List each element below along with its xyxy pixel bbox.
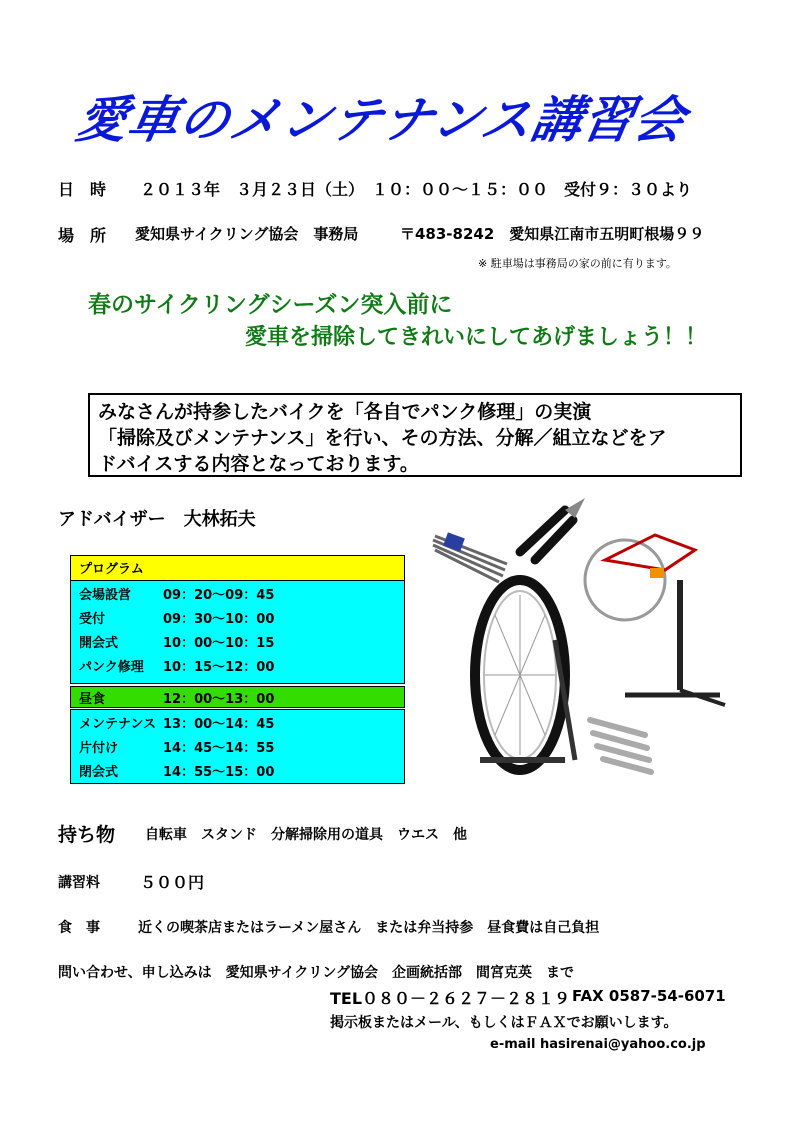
- parking-note: ※ 駐車場は事務局の家の前に有ります。: [478, 257, 677, 270]
- contact-email: e-mail hasirenai@yahoo.co.jp: [490, 1037, 706, 1052]
- cable-cutter-icon: [520, 498, 585, 560]
- adviser: アドバイザー 大林拓夫: [58, 509, 256, 530]
- date-label: 日 時: [58, 180, 107, 199]
- program-item-time: 13：00～14：45: [163, 717, 275, 732]
- place-value: 愛知県サイクリング協会 事務局: [135, 225, 359, 243]
- description-box: [88, 393, 742, 477]
- hex-key-icon: [433, 532, 507, 582]
- headline-line2: 愛車を掃除してきれいにしてあげましょう！！: [245, 325, 708, 350]
- program-item-name: 片付け: [79, 741, 119, 756]
- belongings-value: 自転車 スタンド 分解掃除用の道具 ウエス 他: [145, 827, 467, 843]
- contact-fax: FAX 0587-54-6071: [572, 987, 726, 1005]
- program-item-name: 閉会式: [79, 765, 119, 780]
- contact-line: 問い合わせ、申し込みは 愛知県サイクリング協会 企画統括部 間宮克英 まで: [58, 965, 575, 981]
- program-item-time: 10：15～12：00: [163, 660, 275, 675]
- program-item-time: 14：45～14：55: [163, 741, 275, 756]
- date-value: ２０１３年 ３月２３日（土） １０：００～１５：００ 受付９：３０より: [140, 180, 693, 199]
- description-line: みなさんが持参したバイクを「各自でパンク修理」の実演: [98, 401, 592, 423]
- program-item-name: 開会式: [79, 636, 119, 651]
- headline-line1: 春のサイクリングシーズン突入前に: [88, 292, 453, 318]
- description-line: ドバイスする内容となっております。: [98, 453, 419, 475]
- contact-note: 掲示板またはメール、もしくはＦＡＸでお願いします。: [330, 1015, 678, 1031]
- program-item-name: 昼食: [79, 692, 106, 707]
- fee-value: ５００円: [140, 873, 205, 892]
- program-item-time: 12：00～13：00: [163, 692, 275, 707]
- fee-label: 講習料: [58, 875, 100, 891]
- program-item-time: 14：55～15：00: [163, 765, 275, 780]
- meal-value: 近くの喫茶店またはラーメン屋さん または弁当持参 昼食費は自己負担: [138, 920, 600, 936]
- bike-tools-illustration: [425, 490, 745, 790]
- program-item-name: メンテナンス: [79, 717, 156, 732]
- program-item-name: 会場設営: [79, 588, 132, 603]
- program-item-time: 09：20～09：45: [163, 588, 275, 603]
- meal-label: 食 事: [58, 920, 100, 936]
- program-block-afternoon: [70, 709, 405, 784]
- belongings-label: 持ち物: [58, 824, 116, 846]
- program-item-name: パンク修理: [79, 660, 144, 675]
- program-header: [70, 555, 405, 581]
- place-address: 〒483-8242 愛知県江南市五明町根場９９: [400, 225, 705, 243]
- program-item-time: 10：00～10：15: [163, 636, 275, 651]
- program-item-time: 09：30～10：00: [163, 612, 275, 627]
- wrench-icon: [590, 720, 651, 772]
- page-title: 愛車のメンテナンス講習会: [72, 91, 691, 149]
- contact-tel: TEL０８０－２６２７－２８１９: [330, 989, 571, 1008]
- program-lunch: [70, 686, 405, 708]
- wheel-icon: [475, 580, 575, 770]
- program-header-label: プログラム: [79, 562, 144, 577]
- program-block-morning: [70, 580, 405, 684]
- repair-stand-icon: [585, 535, 725, 705]
- program-item-name: 受付: [79, 612, 106, 627]
- place-label: 場 所: [58, 226, 107, 245]
- description-line: 「掃除及びメンテナンス」を行い、その方法、分解／組立などをア: [98, 427, 667, 449]
